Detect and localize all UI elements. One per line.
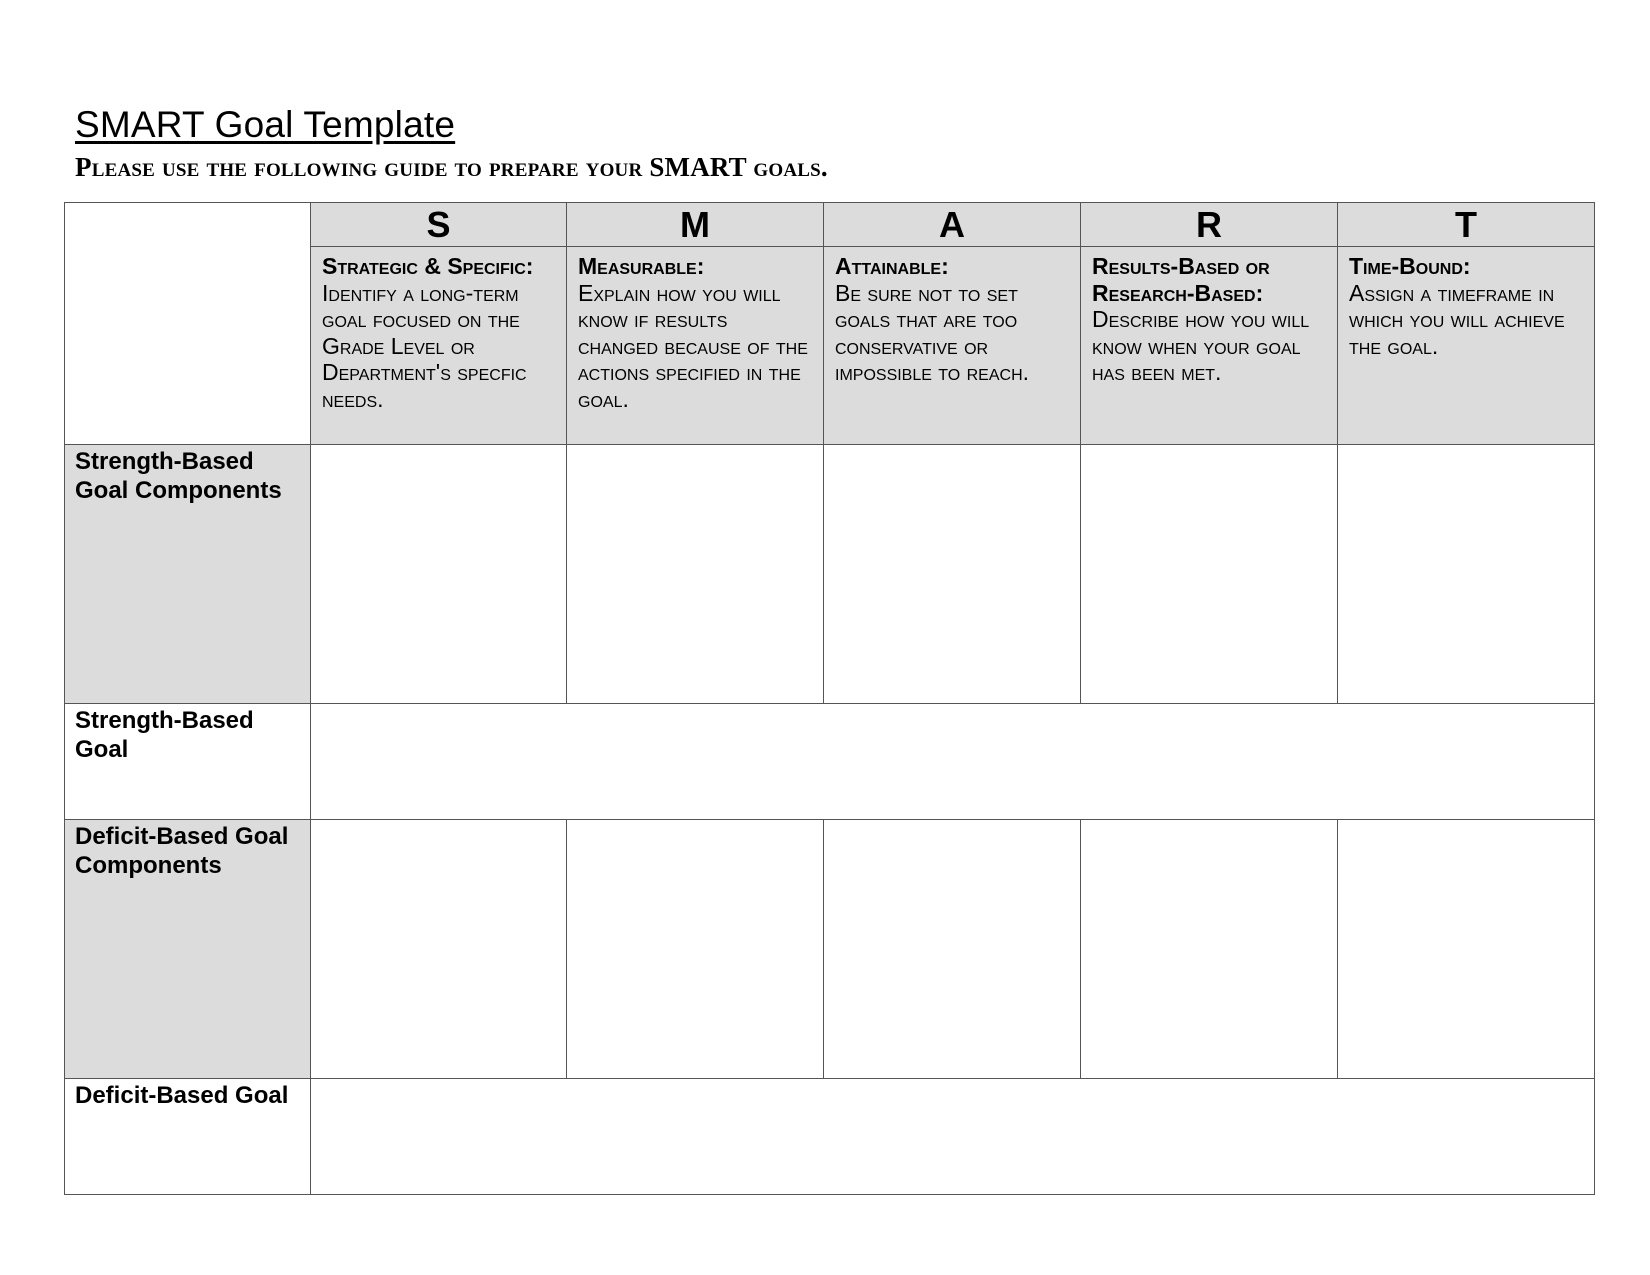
column-title: Attainable:: [835, 253, 949, 279]
deficit-r-cell[interactable]: [1081, 820, 1338, 1079]
column-description: Assign a timeframe in which you will achieve the goal.: [1349, 279, 1565, 359]
column-description: Identify a long-term goal focused on the Grade Level or Department's specfic needs.: [322, 279, 527, 412]
strength-a-cell[interactable]: [824, 445, 1081, 704]
strength-r-cell[interactable]: [1081, 445, 1338, 704]
strength-m-cell[interactable]: [567, 445, 824, 704]
deficit-a-cell[interactable]: [824, 820, 1081, 1079]
column-title: Strategic & Specific:: [322, 253, 534, 279]
deficit-components-row: [65, 820, 1595, 1079]
strength-components-row: [65, 445, 1595, 704]
page-title: SMART Goal Template: [75, 104, 456, 145]
description-strategic: [311, 247, 567, 445]
deficit-goal-row: [65, 1079, 1595, 1195]
page-subtitle: Please use the following guide to prepare your SMART goals.: [75, 152, 828, 182]
description-attainable: [824, 247, 1081, 445]
column-description: Describe how you will know when your goal has been met.: [1092, 306, 1310, 385]
strength-s-cell[interactable]: [311, 445, 567, 704]
corner-cell: [65, 203, 311, 445]
column-description: Explain how you will know if results changed because of the actions specified in the goal.: [578, 279, 808, 412]
description-measurable: [567, 247, 824, 445]
column-title: Results-Based or Research-Based:: [1092, 253, 1270, 306]
row-label-deficit-components: Deficit-Based Goal Components: [65, 820, 311, 1079]
letter-t: T: [1338, 203, 1595, 247]
letter-a: A: [824, 203, 1081, 247]
column-title: Measurable:: [578, 253, 705, 279]
letter-m: M: [567, 203, 824, 247]
strength-goal-cell[interactable]: [311, 704, 1595, 820]
row-label-deficit-goal: Deficit-Based Goal: [65, 1079, 311, 1195]
deficit-goal-cell[interactable]: [311, 1079, 1595, 1195]
letter-row: [65, 203, 1595, 247]
row-label-strength-goal: Strength-Based Goal: [65, 704, 311, 820]
deficit-m-cell[interactable]: [567, 820, 824, 1079]
column-title: Time-Bound:: [1349, 253, 1471, 279]
description-results: [1081, 247, 1338, 445]
row-label-strength-components: Strength-Based Goal Components: [65, 445, 311, 704]
column-description: Be sure not to set goals that are too conservative or impossible to reach.: [835, 279, 1030, 385]
strength-goal-row: [65, 704, 1595, 820]
deficit-t-cell[interactable]: [1338, 820, 1595, 1079]
deficit-s-cell[interactable]: [311, 820, 567, 1079]
description-time-bound: [1338, 247, 1595, 445]
strength-t-cell[interactable]: [1338, 445, 1595, 704]
smart-goal-table: [64, 202, 1595, 1195]
letter-s: S: [311, 203, 567, 247]
letter-r: R: [1081, 203, 1338, 247]
